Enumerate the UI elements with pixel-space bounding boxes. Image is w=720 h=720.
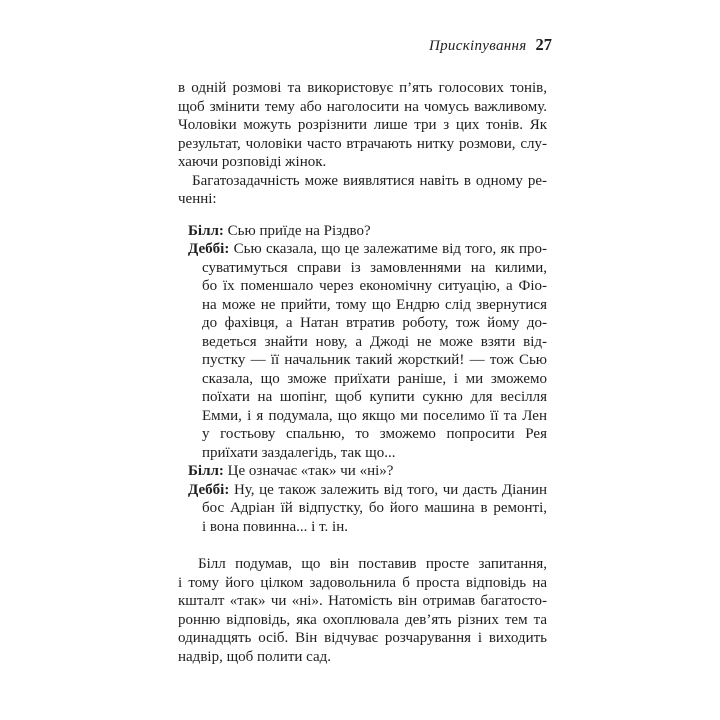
dialogue-line: бо їх поменшало через економічну ситуацію, а Фіо-: [202, 278, 547, 294]
dialogue-line: [188, 481, 547, 500]
dialogue-line: до фахівця, а Натан втратив роботу, тож йому до-: [202, 315, 547, 331]
dialogue-text: Це означає «так» чи «ні»?: [227, 463, 394, 479]
dialogue-entry: [188, 222, 547, 241]
dialogue-line: [188, 222, 547, 241]
dialogue-text: Сью сказала, що це залежатиме від того, як про-: [233, 241, 548, 257]
dialogue-text: Сью приїде на Різдво?: [227, 222, 371, 239]
dialogue-block: [188, 222, 547, 537]
paragraph-multitask: [178, 172, 547, 209]
text-line: ченні:: [178, 191, 217, 207]
chapter-title: Прискіпування: [429, 38, 527, 54]
dialogue-entry: [188, 240, 547, 462]
speaker-name: Білл:: [188, 222, 224, 239]
dialogue-line: приїхати заздалегідь, так що...: [202, 444, 396, 461]
text-line: Багатозадачність може виявлятися навіть в одному ре-: [192, 172, 547, 189]
dialogue-line: [188, 240, 547, 259]
dialogue-entry: [188, 481, 547, 537]
text-line: в одній розмові та використовує п’ять голосових тонів,: [178, 80, 547, 96]
text-line: ронню відповідь, яка охоплювала дев’ять різних тем та: [178, 611, 547, 628]
dialogue-line: [188, 462, 547, 481]
text-line: Чоловіки можуть розрізнити лише три з цих тонів. Як: [178, 117, 547, 133]
dialogue-line: сказала, що зможе приїхати раніше, і ми зможемо: [202, 370, 547, 387]
text-line: надвір, щоб полити сад.: [178, 648, 332, 665]
dialogue-entry: [188, 462, 547, 481]
running-header: [178, 35, 552, 55]
dialogue-line: у гостьову спальню, то зможемо попросити Рея: [202, 426, 547, 442]
dialogue-line: Емми, і я подумала, що якщо ми поселимо її та Лен: [202, 407, 547, 424]
dialogue-line: ведеться знайти нову, а Джоді не може взяти від-: [202, 333, 547, 350]
dialogue-line: пустку — її начальник такий жорсткий! — тож Сью: [202, 352, 547, 368]
dialogue-text: Ну, це також залежить від того, чи дасть Діанин: [233, 481, 548, 498]
speaker-name: Деббі:: [188, 241, 230, 257]
text-block: [178, 79, 547, 666]
speaker-name: Білл:: [188, 463, 224, 479]
text-line: Білл подумав, що він поставив просте запитання,: [198, 556, 547, 572]
paragraph-conclusion: [178, 555, 547, 666]
dialogue-line: суватимуться справи із замовленнями на килими,: [202, 259, 547, 276]
page-number: 27: [535, 35, 552, 54]
dialogue-line: на може не прийти, тому що Ендрю слід звернутися: [202, 296, 547, 313]
speaker-name: Деббі:: [188, 481, 230, 498]
text-line: і тому його цілком задовольнила б проста відповідь на: [178, 574, 547, 591]
text-line: щоб змінити тему або наголосити на чомусь важливому.: [178, 98, 547, 115]
text-line: одинадцять осіб. Він відчуває розчарування і виходить: [178, 630, 547, 646]
paragraph-intro: [178, 79, 547, 172]
dialogue-line: і вона повинна... і т. ін.: [202, 518, 348, 535]
text-line: кшталт «так» чи «ні». Натомість він отримав багатосто-: [178, 593, 547, 609]
text-line: результат, чоловіки часто втрачають нитку розмови, слу-: [178, 135, 547, 152]
dialogue-line: бос Адріан їй відпустку, бо його машина в ремонті,: [202, 500, 547, 516]
text-line: хаючи розповіді жінок.: [178, 154, 327, 170]
dialogue-line: поїхати на шопінг, щоб купити сукню для весілля: [202, 389, 547, 405]
